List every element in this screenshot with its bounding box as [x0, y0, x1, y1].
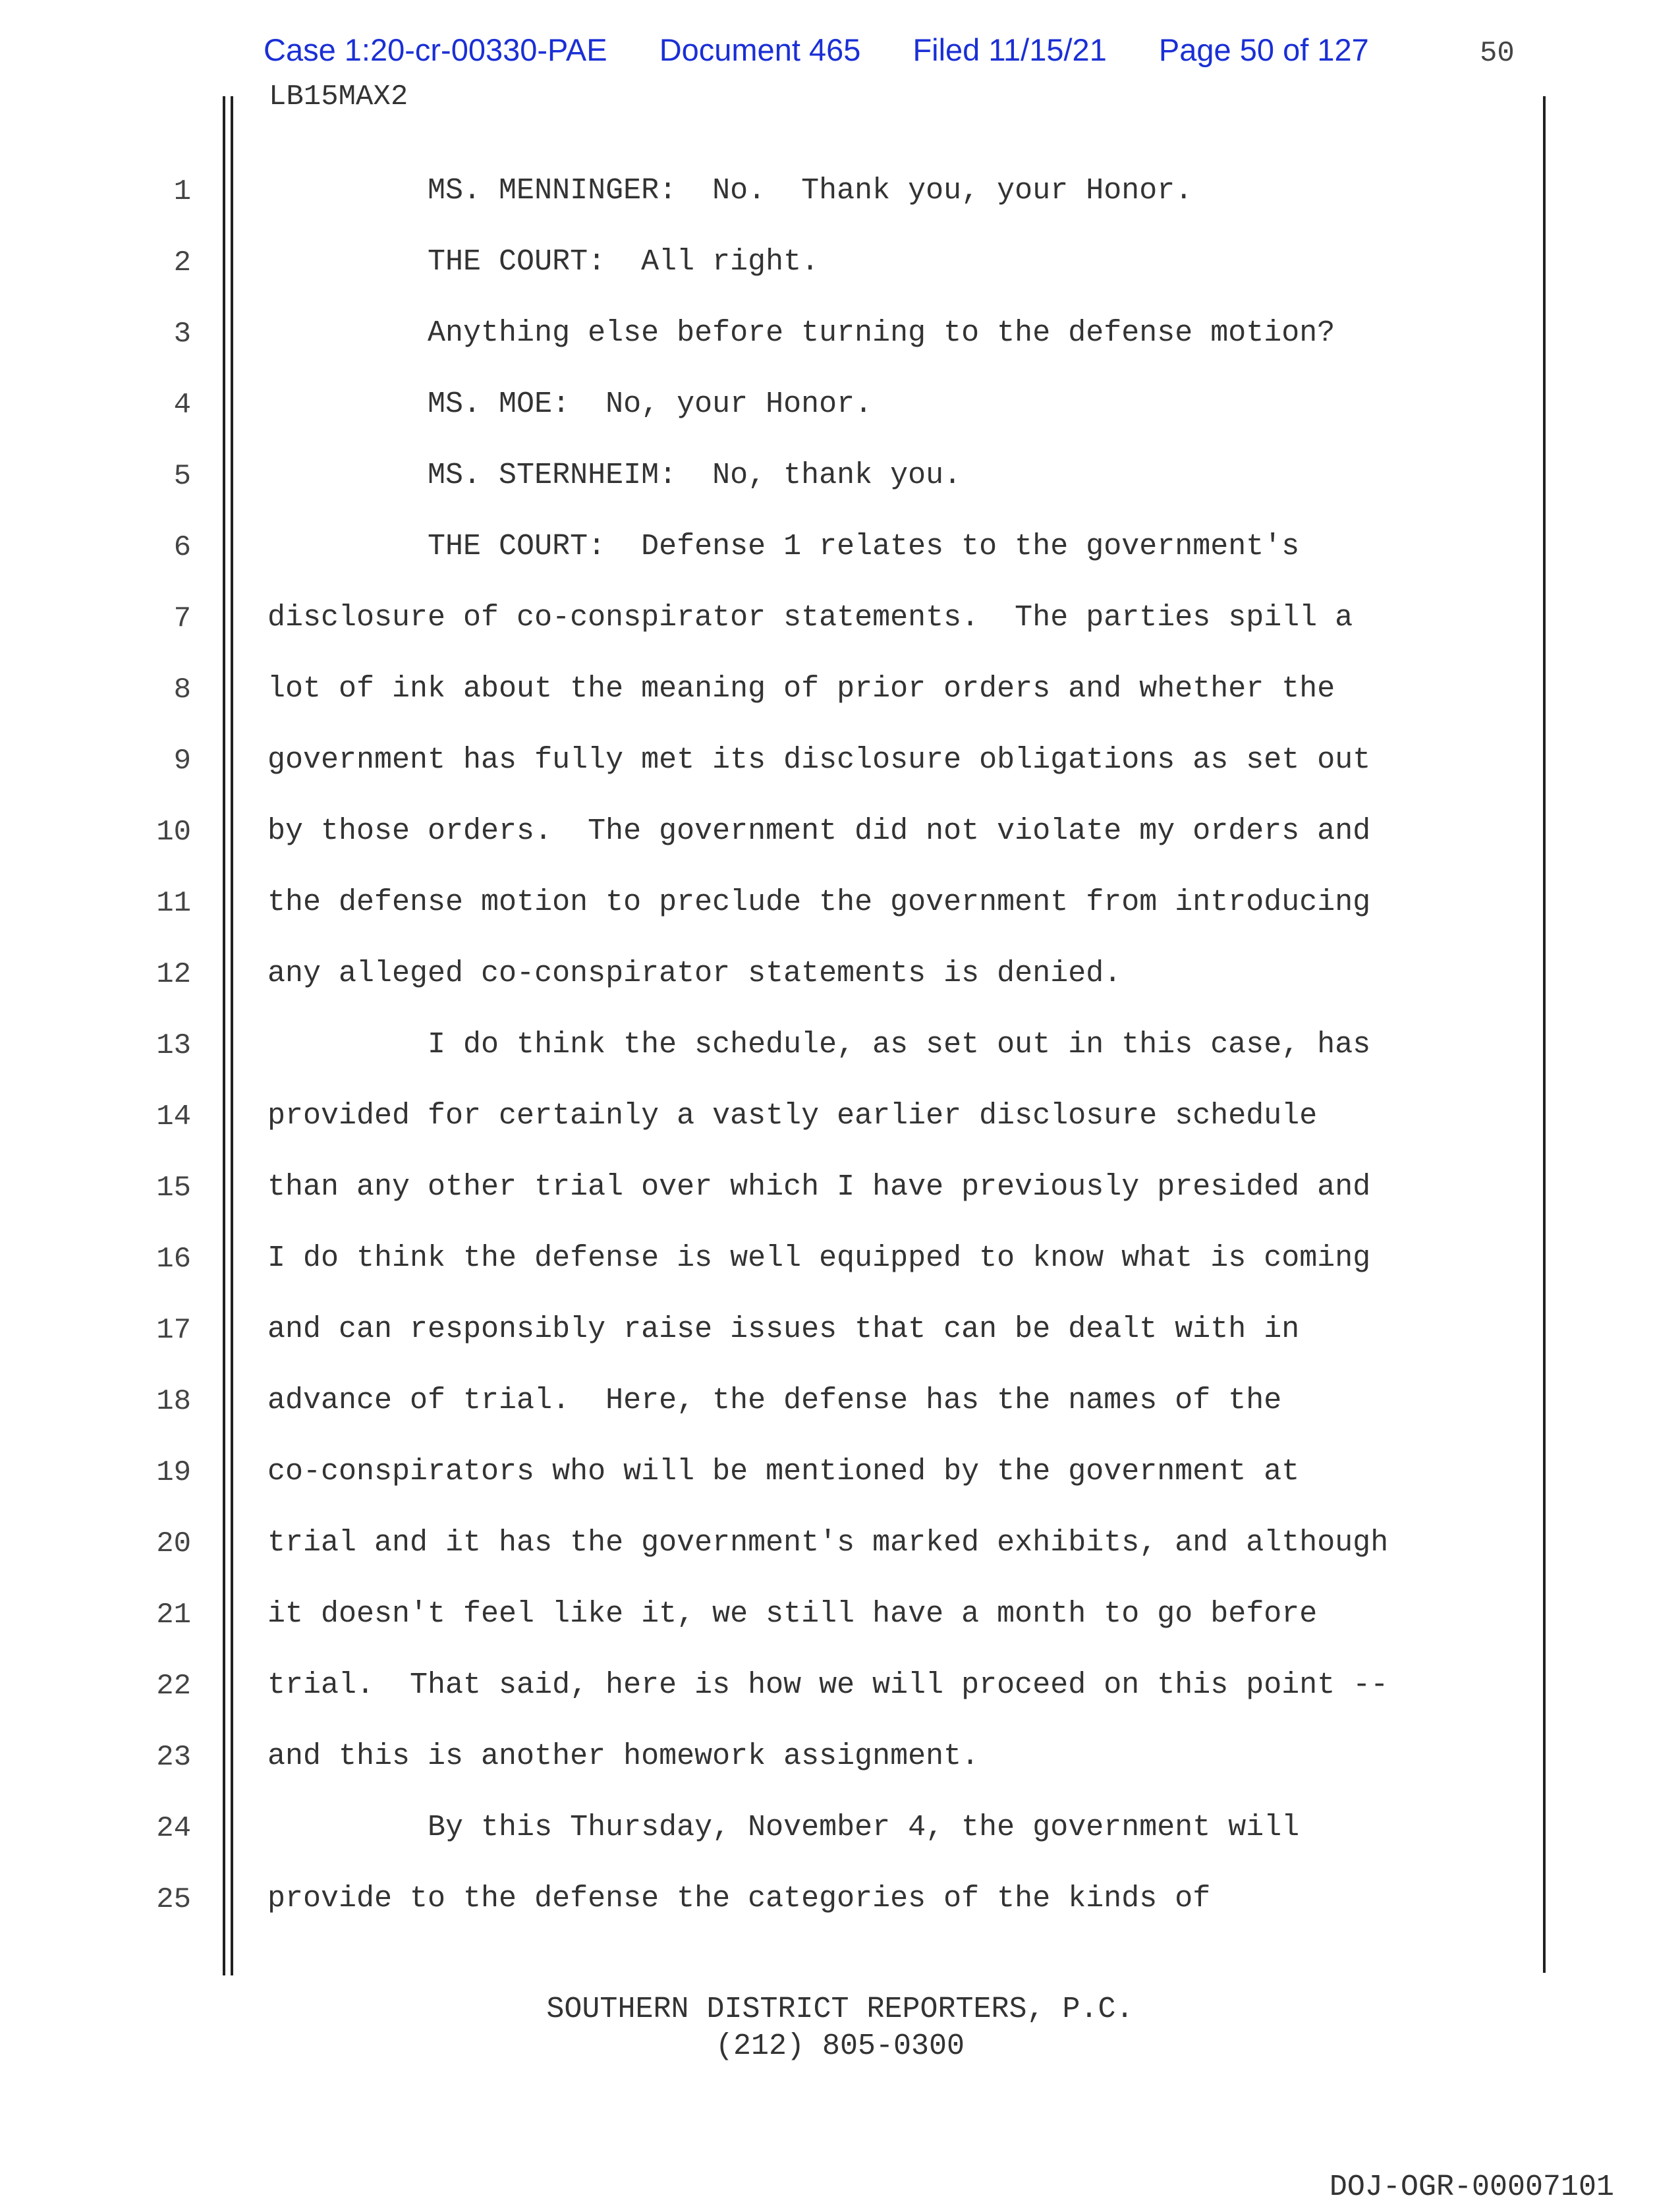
case-code: LB15MAX2 — [269, 80, 408, 113]
line-number: 20 — [156, 1527, 191, 1560]
line-number: 8 — [173, 673, 191, 706]
line-number: 5 — [173, 460, 191, 493]
line-number: 17 — [156, 1314, 191, 1347]
line-number: 4 — [173, 389, 191, 422]
transcript-line: Anything else before turning to the defense motion? — [267, 316, 1335, 350]
right-margin-rule — [1543, 96, 1546, 1973]
transcript-line: co-conspirators who will be mentioned by the government at — [267, 1455, 1300, 1489]
transcript-line: the defense motion to preclude the government from introducing — [267, 886, 1371, 919]
line-number: 13 — [156, 1029, 191, 1062]
line-number: 3 — [173, 318, 191, 351]
filing-header — [264, 32, 1413, 68]
left-margin-rule-inner — [231, 96, 233, 1975]
transcript-line: trial. That said, here is how we will proceed on this point -- — [267, 1668, 1389, 1702]
page-number: 50 — [1480, 37, 1515, 70]
line-number: 22 — [156, 1670, 191, 1703]
transcript-line: by those orders. The government did not violate my orders and — [267, 814, 1371, 848]
line-number: 9 — [173, 745, 191, 778]
line-number: 11 — [156, 887, 191, 920]
line-number: 12 — [156, 958, 191, 991]
line-number: 15 — [156, 1172, 191, 1205]
transcript-line: THE COURT: Defense 1 relates to the government's — [267, 530, 1300, 563]
document-number[interactable]: Document 465 — [659, 32, 861, 67]
line-number: 21 — [156, 1599, 191, 1631]
transcript-line: it doesn't feel like it, we still have a month to go before — [267, 1597, 1318, 1631]
transcript-line: and can responsibly raise issues that can be dealt with in — [267, 1313, 1300, 1346]
line-number: 25 — [156, 1883, 191, 1916]
transcript-line: disclosure of co-conspirator statements. The parties spill a — [267, 601, 1353, 635]
reporter-name: SOUTHERN DISTRICT REPORTERS, P.C. — [546, 1993, 1134, 2026]
line-number: 1 — [173, 175, 191, 208]
transcript-line: MS. MENNINGER: No. Thank you, your Honor. — [267, 174, 1193, 208]
line-number: 24 — [156, 1812, 191, 1845]
transcript-line: MS. MOE: No, your Honor. — [267, 387, 873, 421]
line-number: 19 — [156, 1456, 191, 1489]
transcript-line: and this is another homework assignment. — [267, 1740, 980, 1773]
transcript-line: advance of trial. Here, the defense has the names of the — [267, 1384, 1282, 1417]
line-number: 7 — [173, 602, 191, 635]
transcript-line: I do think the defense is well equipped to know what is coming — [267, 1241, 1371, 1275]
bates-number: DOJ-OGR-00007101 — [1329, 2170, 1614, 2204]
reporter-phone: (212) 805-0300 — [715, 2029, 965, 2063]
transcript-line: provide to the defense the categories of the kinds of — [267, 1882, 1211, 1915]
line-number: 14 — [156, 1100, 191, 1133]
filed-date[interactable]: Filed 11/15/21 — [912, 32, 1107, 67]
transcript-line: By this Thursday, November 4, the government will — [267, 1811, 1300, 1844]
transcript-line: MS. STERNHEIM: No, thank you. — [267, 459, 962, 492]
case-number[interactable]: Case 1:20-cr-00330-PAE — [264, 32, 607, 67]
left-margin-rule-outer — [223, 96, 225, 1975]
line-number: 16 — [156, 1243, 191, 1276]
transcript-line: any alleged co-conspirator statements is denied. — [267, 957, 1122, 990]
line-number: 2 — [173, 246, 191, 279]
page-of-total[interactable]: Page 50 of 127 — [1158, 32, 1369, 67]
line-number: 18 — [156, 1385, 191, 1418]
line-number: 6 — [173, 531, 191, 564]
transcript-line: government has fully met its disclosure obligations as set out — [267, 743, 1371, 777]
line-number: 23 — [156, 1741, 191, 1774]
line-number: 10 — [156, 816, 191, 849]
transcript-line: trial and it has the government's marked exhibits, and although — [267, 1526, 1389, 1560]
transcript-line: than any other trial over which I have previously presided and — [267, 1170, 1371, 1204]
transcript-line: I do think the schedule, as set out in this case, has — [267, 1028, 1371, 1062]
transcript-line: THE COURT: All right. — [267, 245, 820, 279]
transcript-line: lot of ink about the meaning of prior orders and whether the — [267, 672, 1335, 706]
transcript-line: provided for certainly a vastly earlier disclosure schedule — [267, 1099, 1318, 1133]
